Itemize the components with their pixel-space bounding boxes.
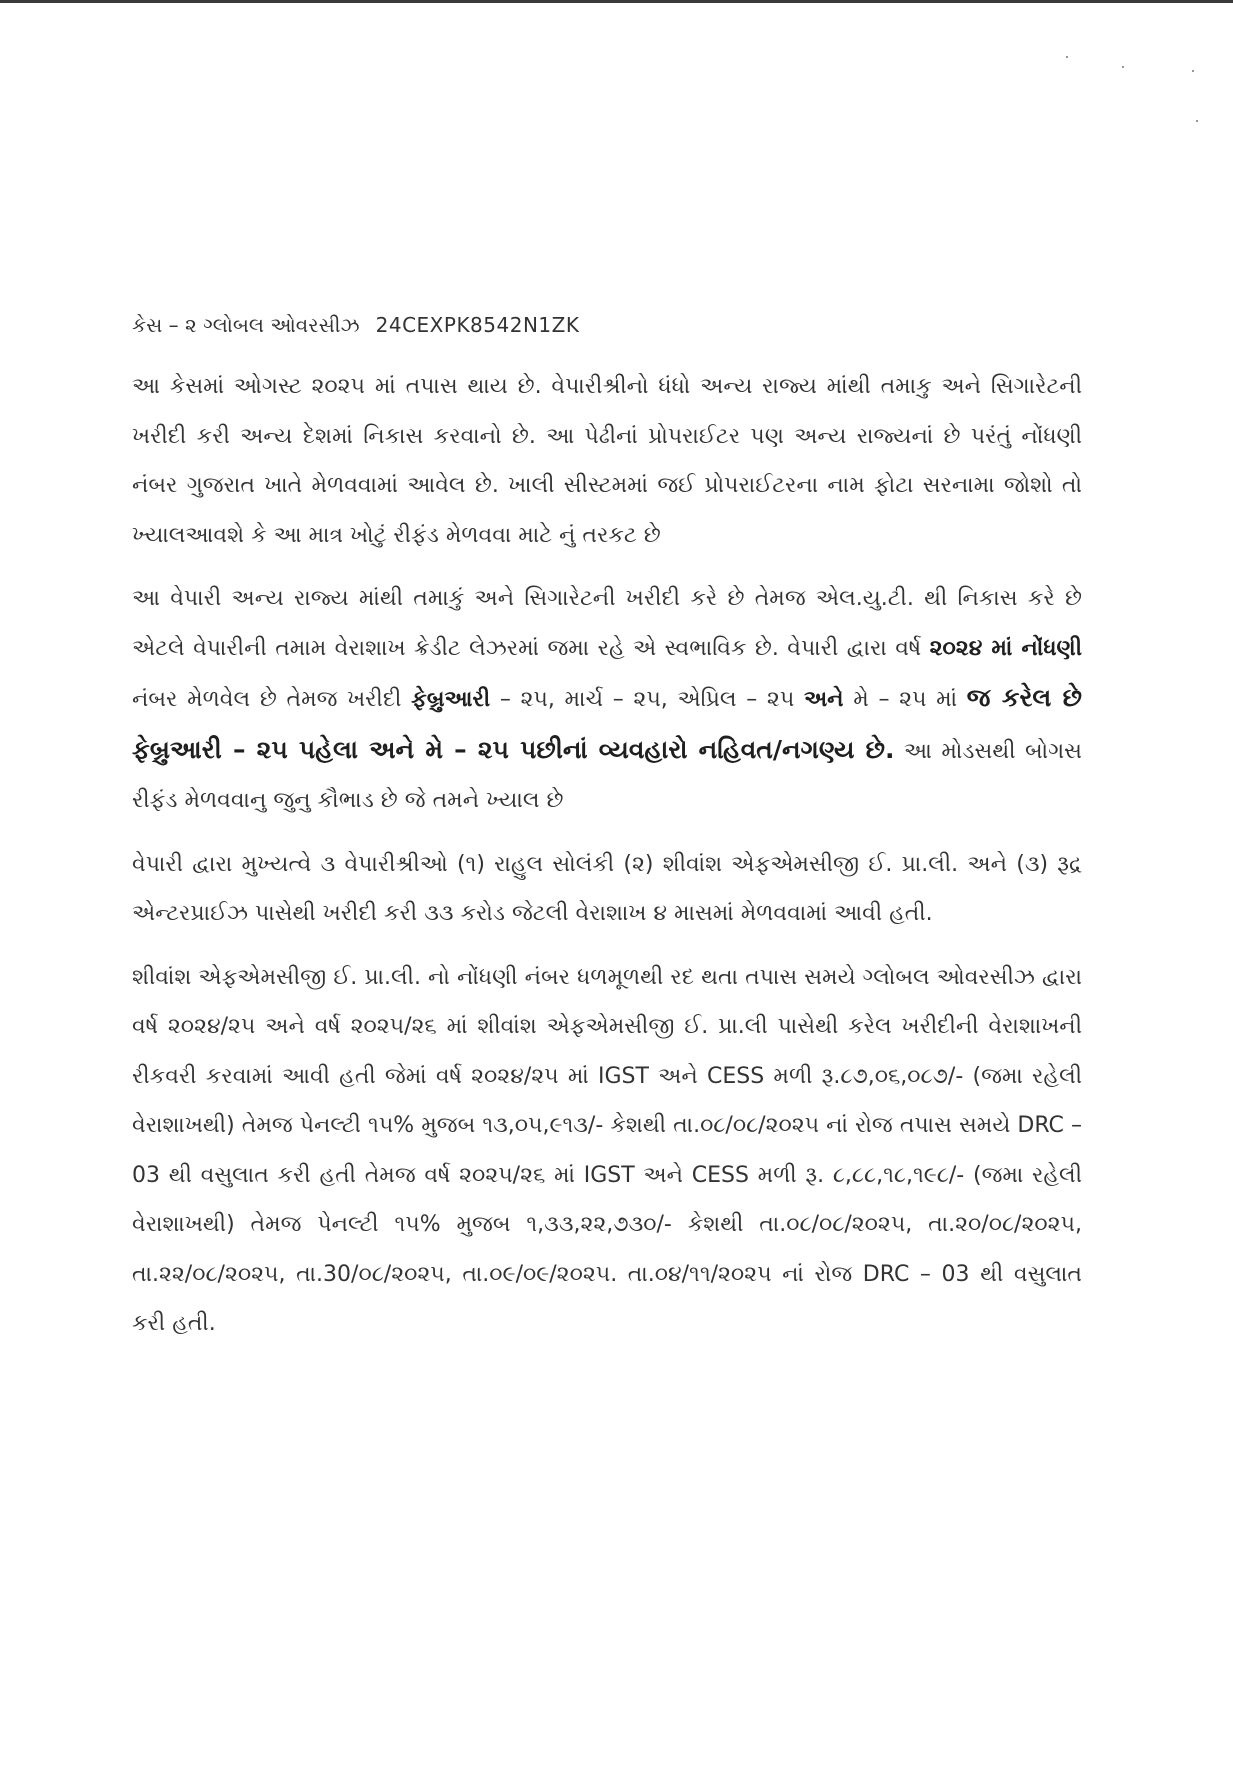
- scan-speck: [1196, 120, 1198, 122]
- p2-bold-registration: ૨૦૨૪ માં નોંધણી: [929, 635, 1082, 661]
- case-heading: [132, 310, 1082, 340]
- p2-text-3: – ૨૫, માર્ચ – ૨૫, એપ્રિલ – ૨૫: [490, 687, 804, 712]
- scan-speck: [1066, 56, 1068, 58]
- document-body: [132, 310, 1082, 1363]
- p2-bold-emphasis: જ કરેલ છે ફેબ્રુઆરી – ૨૫ પહેલા અને મે – ૨૫ પછીનાં વ્યવહારો નહિવત/નગણ્ય છે.: [132, 683, 1083, 764]
- scan-speck: [1192, 70, 1194, 72]
- p2-text-2: નંબર મેળવેલ છે તેમજ ખરીદી: [132, 687, 412, 712]
- p2-text-5: આ મોડસથી બોગસ રીફંડ મેળવવાનુ જુનુ કૌભાડ છે જે તમને ખ્યાલ છે: [132, 738, 1082, 813]
- paragraph-recovery-details: શીવાંશ એફએમસીજી ઈ. પ્રા.લી. નો નોંધણી નંબર ધળમૂળથી રદ થતા તપાસ સમયે ગ્લોબલ ઓવરસીઝ દ્વારા વર્ષ ૨૦૨૪/૨૫ અને વર્ષ ૨૦૨૫/૨૬ માં શીવાંશ એફએમસીજી ઈ. પ્રા.લી પાસેથી કરેલ ખરીદીની વેરાશાખની રીકવરી કરવામાં આવી હતી જેમાં વર્ષ ૨૦૨૪/૨૫ માં IGST અને CESS મળી રૂ.૮૭,૦૬,૦૮૭/- (જમા રહેલી વેરાશાખથી) તેમજ પેનલ્ટી ૧૫% મુજબ ૧૩,૦૫,૯૧૩/- કેશથી તા.૦૮/૦૮/૨૦૨૫ નાં રોજ તપાસ સમયે DRC – 03 થી વસુલાત કરી હતી તેમજ વર્ષ ૨૦૨૫/૨૬ માં IGST અને CESS મળી રૂ. ૮,૮૮,૧૮,૧૯૮/- (જમા રહેલી વેરાશાખથી) તેમજ પેનલ્ટી ૧૫% મુજબ ૧,૩૩,૨૨,૭૩૦/- કેશથી તા.૦૮/૦૮/૨૦૨૫, તા.૨૦/૦૮/૨૦૨૫, તા.૨૨/૦૮/૨૦૨૫, તા.30/૦૮/૨૦૨૫, તા.૦૯/૦૯/૨૦૨૫. તા.૦૪/૧૧/૨૦૨૫ નાં રોજ DRC – 03 થી વસુલાત કરી હતી.: [132, 964, 1082, 1336]
- p2-bold-february: ફેબ્રુઆરી: [411, 687, 491, 712]
- paragraph-main-suppliers: વેપારી દ્વારા મુખ્યત્વે ૩ વેપારીશ્રીઓ (૧) રાહુલ સોલંકી (૨) શીવાંશ એફએમસીજી ઈ. પ્રા.લી. અને (૩) રૂદ્ર એન્ટરપ્રાઈઝ પાસેથી ખરીદી કરી ૩૩ કરોડ જેટલી વેરાશાખ ૪ માસમાં મેળવવામાં આવી હતી.: [132, 851, 1082, 926]
- case-title: કેસ – ૨ ગ્લોબલ ઓવરસીઝ: [132, 313, 360, 337]
- p2-text-4: મે – ૨૫ માં: [843, 687, 967, 712]
- scan-top-edge: [0, 0, 1233, 3]
- paragraph-case-overview: આ કેસમાં ઓગસ્ટ ૨૦૨૫ માં તપાસ થાય છે. વેપારીશ્રીનો ધંધો અન્ય રાજ્ય માંથી તમાકુ અને સિગારેટની ખરીદી કરી અન્ય દેશમાં નિકાસ કરવાનો છે. આ પેઢીનાં પ્રોપરાઈટર પણ અન્ય રાજ્યનાં છે પરંતું નોંધણી નંબર ગુજરાત ખાતે મેળવવામાં આવેલ છે. ખાલી સીસ્ટમમાં જઈ પ્રોપરાઈટરના નામ ફોટા સરનામા જોશો તો ખ્યાલઆવશે કે આ માત્ર ખોટું રીફંડ મેળવવા માટે નું તરકટ છે: [132, 374, 1082, 548]
- p2-bold-and: અને: [803, 687, 844, 712]
- gstin-number: 24CEXPK8542N1ZK: [375, 313, 580, 337]
- paragraph-purchase-pattern: [132, 574, 1082, 826]
- p2-text-1: આ વેપારી અન્ય રાજ્ય માંથી તમાકું અને સિગારેટની ખરીદી કરે છે તેમજ એલ.યુ.ટી. થી નિકાસ કરે છે એટલે વેપારીની તમામ વેરાશાખ ક્રેડીટ લેઝરમાં જમા રહે એ સ્વભાવિક છે. વેપારી દ્વારા વર્ષ: [132, 586, 1082, 661]
- scan-speck: [1122, 66, 1124, 68]
